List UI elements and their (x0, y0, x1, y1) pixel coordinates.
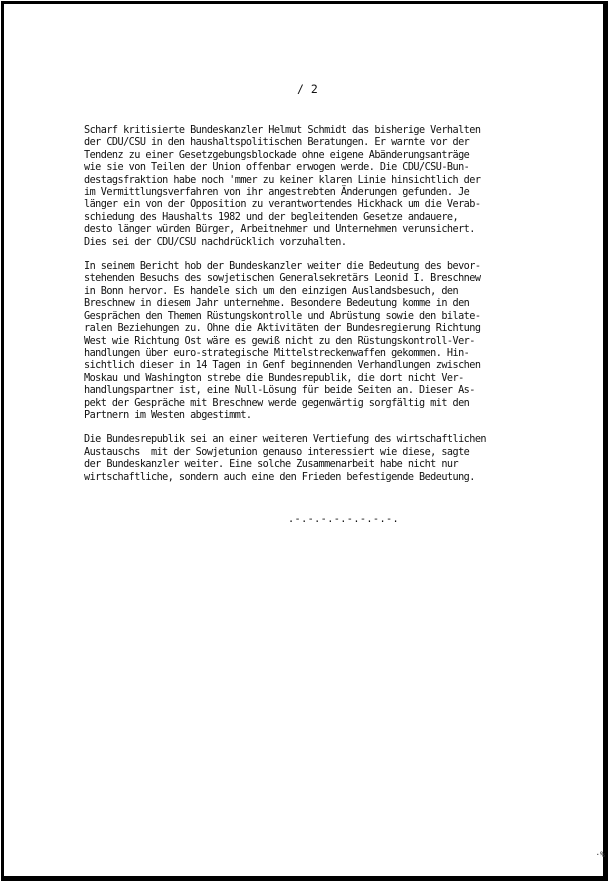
end-mark: .-.-.-.-.-.-.-.-. (288, 514, 400, 525)
text-line: Dies sei der CDU/CSU nachdrücklich vorzuhalten. (84, 236, 347, 248)
text-line: schiedung des Haushalts 1982 und der begleitenden Gesetze andauere, (84, 211, 459, 223)
document-body (84, 125, 584, 496)
text-line: wirtschaftliche, sondern auch eine den Frieden befestigende Bedeutung. (84, 471, 475, 483)
paragraph-breschnew (84, 261, 584, 422)
text-line: sichtlich dieser in 14 Tagen in Genf beginnenden Verhandlungen zwischen (84, 360, 481, 372)
text-line: stehenden Besuchs des sowjetischen Generalsekretärs Leonid I. Breschnew (84, 273, 481, 285)
text-line: Die Bundesrepublik sei an einer weiteren Vertiefung des wirtschaftlichen (84, 434, 487, 446)
text-line: Austauschs mit der Sowjetunion genauso interessiert wie diese, sagte (84, 446, 470, 458)
text-line: Breschnew in diesem Jahr unternehme. Besondere Bedeutung komme in den (84, 298, 470, 310)
page-number: / 2 (297, 82, 318, 96)
text-line: In seinem Bericht hob der Bundeskanzler weiter die Bedeutung des bevor- (84, 261, 481, 273)
text-line: handlungen über euro-strategische Mittelstreckenwaffen gekommen. Hin- (84, 347, 470, 359)
text-line: pekt der Gespräche mit Breschnew werde gegenwärtig sorgfältig mit den (84, 397, 470, 409)
text-line: länger ein von der Opposition zu verantwortendes Hickhack um die Verab- (84, 199, 481, 211)
text-line: Partnern im Westen abgestimmt. (84, 409, 252, 421)
text-line: Tendenz zu einer Gesetzgebungsblockade ohne eigene Abänderungsanträge (84, 149, 470, 161)
text-line: Moskau und Washington strebe die Bundesrepublik, die dort nicht Ver- (84, 372, 464, 384)
text-line: destagsfraktion habe noch 'mmer zu keiner klaren Linie hinsichtlich der (84, 174, 481, 186)
text-line: der Bundeskanzler weiter. Eine solche Zusammenarbeit habe nicht nur (84, 459, 459, 471)
text-line: handlungspartner ist, eine Null-Lösung für beide Seiten an. Dieser As- (84, 385, 475, 397)
text-line: Scharf kritisierte Bundeskanzler Helmut Schmidt das bisherige Verhalten (84, 125, 481, 136)
text-line: wie sie von Teilen der Union offenbar erwogen werde. Die CDU/CSU-Bun- (84, 162, 470, 174)
text-line: desto länger würden Bürger, Arbeitnehmer und Unternehmen verunsichert. (84, 224, 475, 236)
text-line: ralen Beziehungen zu. Ohne die Aktivitäten der Bundesregierung Richtung (84, 323, 481, 335)
paragraph-wirtschaft (84, 434, 584, 484)
text-line: Gesprächen den Themen Rüstungskontrolle und Abrüstung sowie den bilate- (84, 310, 481, 322)
text-line: in Bonn hervor. Es handele sich um den einzigen Auslandsbesuch, den (84, 285, 459, 297)
text-line: der CDU/CSU in den haushaltspolitischen Beratungen. Er warnte vor der (84, 137, 470, 149)
text-line: West wie Richtung Ost wäre es gewiß nicht zu den Rüstungskontroll-Ver- (84, 335, 475, 347)
paragraph-haushalt (84, 125, 584, 249)
corner-mark: ·% (595, 850, 605, 859)
text-line: im Vermittlungsverfahren von ihr angestrebten Änderungen gefunden. Je (84, 187, 470, 199)
